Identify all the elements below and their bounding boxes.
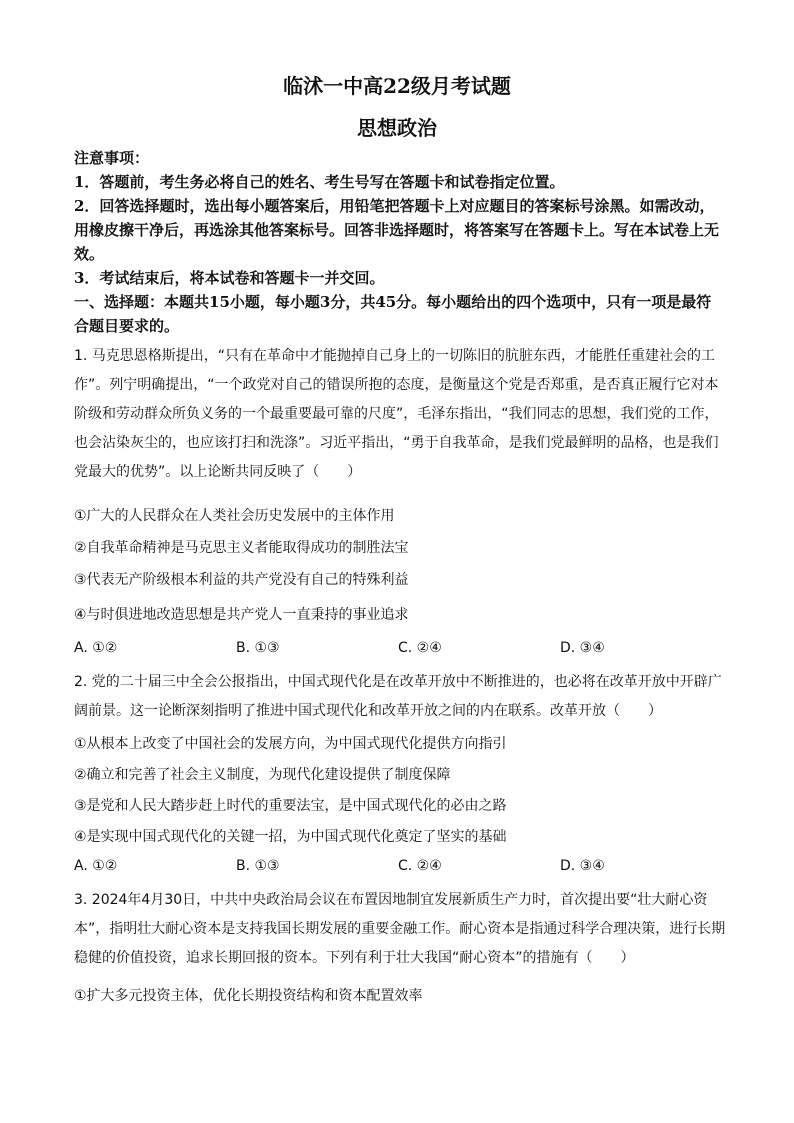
question-2-choice-c: C. ②④ xyxy=(398,858,442,874)
question-3-stem: 3. 2024年4月30日，中共中央政治局会议在布置因地制宜发展新质生产力时，首次提出要“壮大耐心资本”，指明壮大耐心资本是支持我国长期发展的重要金融工作。耐心资本是指通过科学合理决策，进行长期稳健的价值投资，追求长期回报的资本。下列有利于壮大我国“耐心资本”的措施有（ ） xyxy=(74,892,726,966)
section-heading: 一、选择题：本题共15小题，每小题3分，共45分。每小题给出的四个选项中，只有一项是最符合题目要求的。 xyxy=(74,293,712,335)
question-2-option-3: ③是党和人民大踏步赶上时代的重要法宝，是中国式现代化的必由之路 xyxy=(74,798,507,814)
notice-heading: 注意事项： xyxy=(74,149,150,167)
question-2-choice-b: B. ①③ xyxy=(236,858,280,874)
question-1-option-2: ②自我革命精神是马克思主义者能取得成功的制胜法宝 xyxy=(74,540,409,556)
question-1-choice-b: B. ①③ xyxy=(236,640,280,656)
question-2-choice-d: D. ③④ xyxy=(560,858,605,874)
exam-title: 临沭一中高22级月考试题 xyxy=(283,74,511,98)
question-2-option-2: ②确立和完善了社会主义制度，为现代化建设提供了制度保障 xyxy=(74,767,451,783)
question-3-option-1: ①扩大多元投资主体，优化长期投资结构和资本配置效率 xyxy=(74,988,423,1004)
question-2-option-4: ④是实现中国式现代化的关键一招，为中国式现代化奠定了坚实的基础 xyxy=(74,829,507,845)
question-1-option-4: ④与时俱进地改造思想是共产党人一直秉持的事业追求 xyxy=(74,607,409,623)
question-1-stem: 1. 马克思恩格斯提出，“只有在革命中才能抛掉自己身上的一切陈旧的肮脏东西，才能胜任重建社会的工作”。列宁明确提出，“一个政党对自己的错误所抱的态度，是衡量这个党是否郑重，是否真正履行它对本阶级和劳动群众所负义务的一个最重要最可靠的尺度”，毛泽东指出，“我们同志的思想，我们党的工作，也会沾染灰尘的，也应该打扫和洗涤”。习近平指出，“勇于自我革命，是我们党最鲜明的品格，也是我们党最大的优势”。以上论断共同反映了（ ） xyxy=(74,348,719,480)
question-2-stem: 2. 党的二十届三中全会公报指出，中国式现代化是在改革开放中不断推进的，也必将在改革开放中开辟广阔前景。这一论断深刻指明了推进中国式现代化和改革开放之间的内在联系。改革开放（ ） xyxy=(74,674,722,719)
notice-item-3: 3．考试结束后，将本试卷和答题卡一并交回。 xyxy=(74,269,385,287)
question-2-choice-a: A. ①② xyxy=(74,858,118,874)
notice-item-1: 1．答题前，考生务必将自己的姓名、考生号写在答题卡和试卷指定位置。 xyxy=(74,173,565,191)
question-1-choice-d: D. ③④ xyxy=(560,640,605,656)
question-1-choice-c: C. ②④ xyxy=(398,640,442,656)
notice-item-2: 2．回答选择题时，选出每小题答案后，用铅笔把答题卡上对应题目的答案标号涂黑。如需改动，用橡皮擦干净后，再选涂其他答案标号。回答非选择题时，将答案写在答题卡上。写在本试卷上无效。 xyxy=(74,197,720,263)
question-1-option-1: ①广大的人民群众在人类社会历史发展中的主体作用 xyxy=(74,508,395,524)
exam-subject: 思想政治 xyxy=(357,116,437,140)
question-1-choice-a: A. ①② xyxy=(74,640,118,656)
question-1-option-3: ③代表无产阶级根本利益的共产党没有自己的特殊利益 xyxy=(74,572,409,588)
question-2-option-1: ①从根本上改变了中国社会的发展方向，为中国式现代化提供方向指引 xyxy=(74,736,507,752)
